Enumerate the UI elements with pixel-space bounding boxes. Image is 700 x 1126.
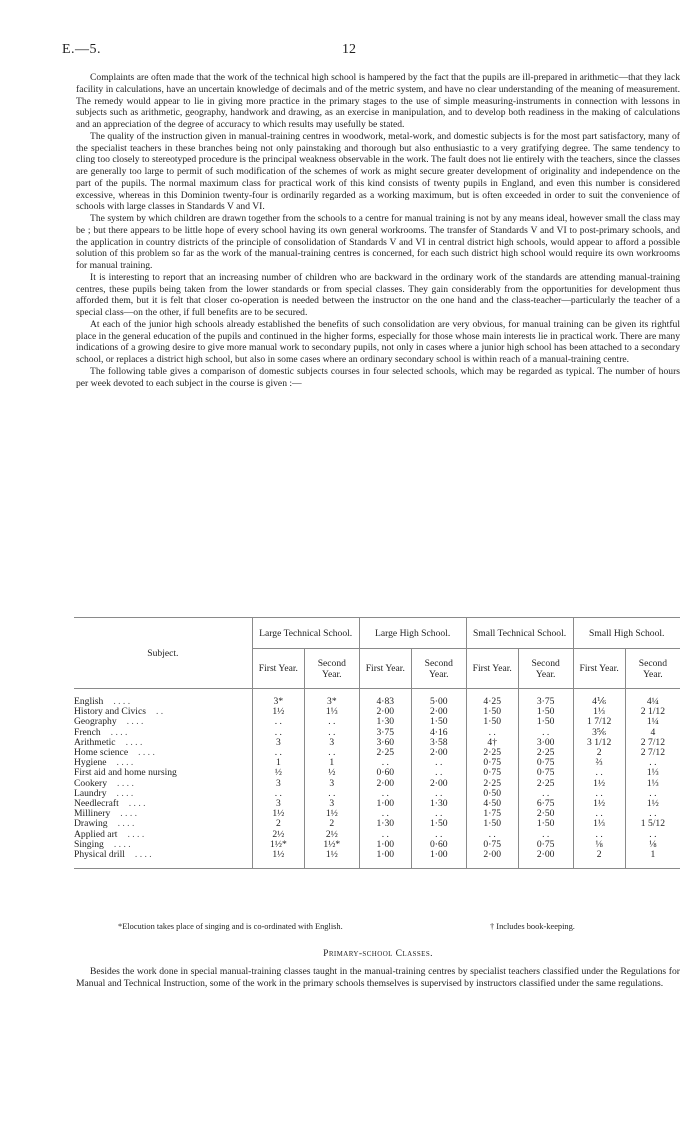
value-cell: 1½ [625, 799, 680, 809]
school-header-small-high: Small High School. [573, 618, 680, 649]
table-footnotes [118, 922, 680, 934]
value-cell: 1·75 [466, 809, 518, 819]
value-cell: . . [625, 789, 680, 799]
table-row [74, 689, 680, 708]
value-cell: 1·00 [411, 850, 466, 869]
subject-name: Physical drill [74, 849, 125, 861]
table-row [74, 779, 680, 789]
value-cell: 4† [466, 738, 518, 748]
value-cell: 1½* [304, 840, 359, 850]
subject-name: Arithmetic [74, 736, 116, 748]
leader-dots: . . . . [116, 757, 134, 769]
value-cell: 1⅓ [625, 779, 680, 789]
value-cell: 2·25 [466, 748, 518, 758]
subject-name: Singing [74, 838, 104, 850]
value-cell: 2 [304, 819, 359, 829]
value-cell: 2 1/12 [625, 707, 680, 717]
value-cell: 3* [252, 689, 304, 708]
paragraph-junior-high-schools: At each of the junior high schools already established the benefits of such consolidation are very obvious, for manual training can be given its rightful place in the general education of the pupils and continued in the higher forms, especially for those whose main interests lie in practical work. There are many indications of a growing desire to give more manual work to secondary pupils, not only in cases where a junior high school has been attached to a secondary school, or replaces a district high school, but also in some cases where an ordinary secondary school is within reach of a manual-training centre. [76, 318, 680, 365]
value-cell: 2·00 [359, 707, 411, 717]
paragraph-arithmetic: Complaints are often made that the work of the technical high school is hampered by the fact that the pupils are ill-prepared in arithmetic—that they lack facility in calculations, have an uncertain knowledge of decimals and of the metric system, and have no clear understanding of the meaning of measurement. The remedy would appear to lie in giving more practice in the primary stages to the use of simple measuring-instruments in connection with lessons in subjects such as arithmetic, geography, handwork and drawing, as an exercise in manipulation, and to develop both readiness in the making of calculations and an appreciation of the degree of accuracy to which results may usefully be stated. [76, 72, 680, 130]
value-cell: 1·50 [518, 707, 573, 717]
value-cell: 2½ [304, 830, 359, 840]
value-cell: 1½ [304, 850, 359, 869]
value-cell: ½ [252, 768, 304, 778]
value-cell: 1 7/12 [573, 717, 625, 727]
leader-dots: . . . . [116, 787, 134, 799]
value-cell: 1·50 [518, 717, 573, 727]
year-header: Second Year. [625, 649, 680, 689]
value-cell: 1·00 [359, 840, 411, 850]
comparison-table [74, 617, 680, 869]
year-header: First Year. [466, 649, 518, 689]
value-cell: 2·25 [518, 748, 573, 758]
value-cell: 3·00 [518, 738, 573, 748]
value-cell: . . [625, 830, 680, 840]
value-cell: 1·50 [518, 819, 573, 829]
value-cell: . . [359, 789, 411, 799]
value-cell: 1⅓ [573, 819, 625, 829]
value-cell: 2·25 [466, 779, 518, 789]
value-cell: 4⅙ [573, 689, 625, 708]
subject-name: French [74, 726, 101, 738]
value-cell: 1½ [252, 707, 304, 717]
footnote-bookkeeping: † Includes book-keeping. [490, 922, 575, 931]
value-cell: 3 [304, 779, 359, 789]
value-cell: ⅔ [573, 758, 625, 768]
value-cell: . . [359, 758, 411, 768]
value-cell: 1⅓ [625, 768, 680, 778]
subject-name: Home science [74, 747, 129, 759]
value-cell: 6·75 [518, 799, 573, 809]
value-cell: ⅛ [625, 840, 680, 850]
value-cell: . . [466, 830, 518, 840]
leader-dots: . . . . [138, 747, 155, 759]
subject-name: Cookery [74, 777, 108, 789]
leader-dots: . . . . [120, 808, 138, 820]
school-header-large-high: Large High School. [359, 618, 466, 649]
value-cell: 3·60 [359, 738, 411, 748]
value-cell: 0·60 [411, 840, 466, 850]
value-cell: . . [304, 728, 359, 738]
value-cell: 2·00 [466, 850, 518, 869]
year-header: Second Year. [411, 649, 466, 689]
value-cell: . . [252, 728, 304, 738]
subject-name: Drawing [74, 818, 108, 830]
value-cell: . . [411, 809, 466, 819]
value-cell: ⅛ [573, 840, 625, 850]
value-cell: . . [252, 789, 304, 799]
value-cell: 0·50 [466, 789, 518, 799]
value-cell: . . [518, 830, 573, 840]
value-cell: . . [304, 717, 359, 727]
value-cell: 2·00 [411, 748, 466, 758]
value-cell: 2·00 [518, 850, 573, 869]
value-cell: 1 [304, 758, 359, 768]
value-cell: . . [252, 717, 304, 727]
value-cell: 4 [625, 728, 680, 738]
leader-dots: . . . . [126, 716, 144, 728]
paragraph-backward-children: It is interesting to report that an increasing number of children who are backward in the ordinary work of the standards are attending manual-training centres, these pupils being taken from the lower standards or from special classes. They gain considerably from the opportunities for development thus afforded them, but it is felt that closer co-operation is needed between the instructor on the one hand and the class-teacher—particularly the teacher of a special class—on the other, if full benefits are to be secured. [76, 271, 680, 318]
value-cell: 1·30 [359, 717, 411, 727]
value-cell: 3 [304, 799, 359, 809]
value-cell: . . [518, 728, 573, 738]
value-cell: 4·83 [359, 689, 411, 708]
value-cell: 1·50 [411, 819, 466, 829]
document-reference: E.—5. [62, 42, 102, 57]
value-cell: 0·75 [466, 840, 518, 850]
value-cell: 3⅚ [573, 728, 625, 738]
value-cell: 1⅓ [304, 707, 359, 717]
value-cell: 0·75 [518, 840, 573, 850]
value-cell: 3* [304, 689, 359, 708]
leader-dots: . . . . [128, 798, 146, 810]
leader-dots: . . . . [134, 849, 152, 861]
subject-header: Subject. [74, 618, 252, 689]
subject-name: English [74, 696, 104, 707]
value-cell: 1½ [252, 850, 304, 869]
leader-dots: . . . . [113, 696, 131, 707]
value-cell: 2½ [252, 830, 304, 840]
value-cell: 2·50 [518, 809, 573, 819]
value-cell: 1½* [252, 840, 304, 850]
value-cell: 1·30 [411, 799, 466, 809]
value-cell: 3·58 [411, 738, 466, 748]
table-row [74, 748, 680, 758]
leader-dots: . . [155, 706, 164, 718]
value-cell: 4¼ [625, 689, 680, 708]
value-cell: 1¼ [625, 717, 680, 727]
value-cell: 2·00 [411, 707, 466, 717]
value-cell: 1·50 [466, 819, 518, 829]
value-cell: . . [411, 789, 466, 799]
value-cell: . . [625, 809, 680, 819]
leader-dots: . . . . [125, 736, 143, 748]
value-cell: . . [304, 789, 359, 799]
table-row [74, 819, 680, 829]
value-cell: 1½ [304, 809, 359, 819]
value-cell: 1·50 [466, 707, 518, 717]
value-cell: 0·60 [359, 768, 411, 778]
value-cell: 1·00 [359, 799, 411, 809]
value-cell: . . [411, 830, 466, 840]
subject-name: Geography [74, 716, 117, 728]
value-cell: 2 7/12 [625, 748, 680, 758]
value-cell: 0·75 [518, 768, 573, 778]
value-cell: 1 [625, 850, 680, 869]
value-cell: . . [411, 758, 466, 768]
leader-dots: . . . . [117, 777, 134, 789]
value-cell: 4·16 [411, 728, 466, 738]
value-cell: 3·75 [359, 728, 411, 738]
value-cell: 5·00 [411, 689, 466, 708]
footnote-elocution: *Elocution takes place of singing and is co-ordinated with English. [118, 922, 343, 931]
table-row [74, 850, 680, 869]
leader-dots: . . . . [117, 818, 135, 830]
subject-name: First aid and home nursing [74, 767, 177, 779]
value-cell: 2 [252, 819, 304, 829]
value-cell: 0·75 [466, 758, 518, 768]
year-header: First Year. [252, 649, 304, 689]
value-cell: . . [573, 809, 625, 819]
value-cell: 2 [573, 748, 625, 758]
year-header: Second Year. [304, 649, 359, 689]
value-cell: 3 [252, 799, 304, 809]
value-cell: . . [411, 768, 466, 778]
subject-name: Applied art [74, 828, 118, 840]
closing-paragraph: Besides the work done in special manual-training classes taught in the manual-training centres by specialist teachers classified under the Regulations for Manual and Technical Instruction, some of the work in the primary schools themselves is supervised by instructors classified under the same regulations. [76, 966, 680, 989]
subject-cell [74, 689, 252, 708]
value-cell: 2 7/12 [625, 738, 680, 748]
value-cell: ½ [304, 768, 359, 778]
subject-cell [74, 850, 252, 869]
subject-name: Millinery [74, 808, 111, 820]
subject-name: History and Civics [74, 706, 146, 718]
page-header [62, 42, 662, 60]
year-header: Second Year. [518, 649, 573, 689]
value-cell: 3·75 [518, 689, 573, 708]
value-cell: 1·50 [466, 717, 518, 727]
value-cell: . . [573, 789, 625, 799]
value-cell: . . [359, 830, 411, 840]
value-cell: 2 [573, 850, 625, 869]
school-header-small-technical: Small Technical School. [466, 618, 573, 649]
value-cell: 2·25 [518, 779, 573, 789]
value-cell: 1½ [573, 779, 625, 789]
value-cell: . . [252, 748, 304, 758]
value-cell: 0·75 [466, 768, 518, 778]
value-cell: 2·00 [359, 779, 411, 789]
subject-name: Laundry [74, 787, 107, 799]
value-cell: 2·00 [411, 779, 466, 789]
value-cell: . . [466, 728, 518, 738]
value-cell: 1 5/12 [625, 819, 680, 829]
year-header: First Year. [573, 649, 625, 689]
value-cell: . . [518, 789, 573, 799]
value-cell: 2·25 [359, 748, 411, 758]
leader-dots: . . . . [127, 828, 145, 840]
subject-name: Needlecraft [74, 798, 119, 810]
value-cell: 1·30 [359, 819, 411, 829]
value-cell: . . [625, 758, 680, 768]
subject-name: Hygiene [74, 757, 107, 769]
paragraph-centre-system: The system by which children are drawn together from the schools to a centre for manual training is not by any means ideal, however small the class may be ; but there appears to be little hope of every school having its own general workrooms. The transfer of Standards V and VI to post-primary schools, and the application in country districts of the principle of consolidation of Standards V and VI in central district high schools, would appear to afford a possible solution of this problem so far as the work of the manual-training centres is concerned, for each such district high school would require its own workrooms for manual training. [76, 213, 680, 271]
leader-dots: . . . . [113, 838, 131, 850]
year-header: First Year. [359, 649, 411, 689]
table-row [74, 799, 680, 809]
table-body [74, 689, 680, 869]
paragraph-instruction-quality: The quality of the instruction given in manual-training centres in woodwork, metal-work, and domestic subjects is for the most part satisfactory, many of the specialist teachers in these branches being not only painstaking and thorough but also enthusiastic to a very gratifying degree. The same tendency to cling too closely to stereotyped procedure is the principal weakness observable in the work. The fault does not lie entirely with the teachers, since the classes are generally too large to permit of such modification of the schemes of work as might secure greater development of originality and independence on the part of the pupils. The normal maximum class for practical work of this kind consists of twenty pupils in England, and even this number is considered excessive, whereas in this Dominion twenty-four is ordinarily regarded as a working maximum, but is often exceeded in order to suit the convenience of schools with large classes in Standards V and VI. [76, 130, 680, 213]
value-cell: 1½ [573, 799, 625, 809]
value-cell: . . [573, 768, 625, 778]
value-cell: 1·00 [359, 850, 411, 869]
value-cell: 0·75 [518, 758, 573, 768]
section-heading: Primary-school Classes. [323, 948, 433, 959]
body-text [76, 72, 680, 389]
value-cell: 3 [252, 779, 304, 789]
value-cell: 1 [252, 758, 304, 768]
school-header-large-technical: Large Technical School. [252, 618, 359, 649]
value-cell: 4·25 [466, 689, 518, 708]
paragraph-table-intro: The following table gives a comparison of domestic subjects courses in four selected schools, which may be regarded as typical. The number of hours per week devoted to each subject in the course is given :— [76, 365, 680, 389]
value-cell: 1⅓ [573, 707, 625, 717]
value-cell: 1½ [252, 809, 304, 819]
value-cell: 3 [304, 738, 359, 748]
value-cell: 4·50 [466, 799, 518, 809]
value-cell: . . [573, 830, 625, 840]
value-cell: 3 [252, 738, 304, 748]
value-cell: . . [359, 809, 411, 819]
page-number: 12 [342, 42, 356, 57]
value-cell: 1·50 [411, 717, 466, 727]
value-cell: . . [304, 748, 359, 758]
leader-dots: . . . . [110, 726, 128, 738]
value-cell: 3 1/12 [573, 738, 625, 748]
